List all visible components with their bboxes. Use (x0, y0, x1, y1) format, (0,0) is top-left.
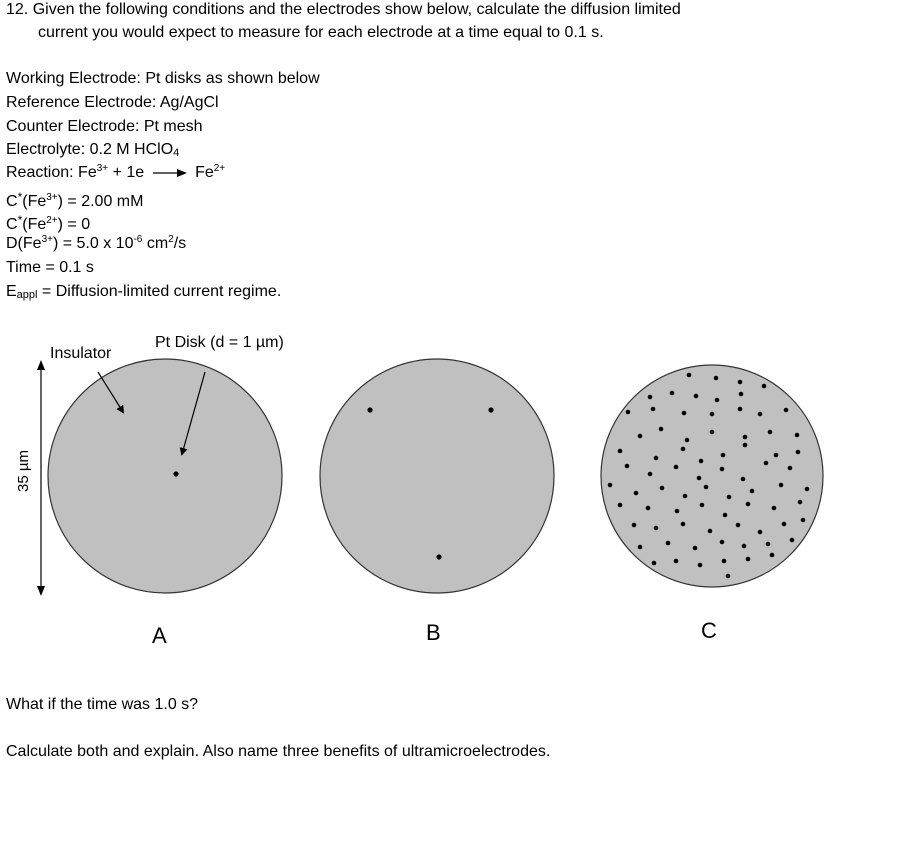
electrode-c-pt-dot (772, 506, 777, 511)
d-unit-exponent: 2 (168, 234, 174, 245)
electrode-b-pt-dot (488, 407, 493, 412)
eappl-subscript: appl (16, 289, 38, 301)
electrode-c-pt-dot (700, 503, 705, 508)
electrode-c-pt-dot (693, 546, 698, 551)
c-fe3-star: * (17, 190, 23, 204)
electrode-c-pt-dot (750, 489, 755, 494)
electrode-c-pt-dot (618, 503, 623, 508)
electrode-c-pt-dot (722, 559, 727, 564)
electrode-c-pt-dot (774, 453, 779, 458)
electrode-c-pt-dot (742, 544, 747, 549)
d-mid: ) = 5.0 x 10 (52, 235, 134, 252)
electrode-c-pt-dot (646, 506, 651, 511)
electrode-c-pt-dot (660, 486, 665, 491)
c-fe2-species: (Fe (22, 216, 47, 233)
electrode-a-disk (48, 359, 282, 593)
electrode-c-pt-dot (698, 563, 703, 568)
electrode-c-pt-dot (743, 443, 748, 448)
electrode-c-pt-dot (659, 427, 664, 432)
reaction-product: Fe (195, 164, 214, 181)
electrode-figure (0, 320, 906, 660)
electrolyte-line (6, 140, 179, 163)
electrode-c-pt-dot (654, 456, 659, 461)
electrolyte-label: Electrolyte: (6, 141, 86, 158)
electrode-c-pt-dot (685, 438, 690, 443)
scale-bar-bottom-arrow-icon (37, 586, 45, 596)
electrode-c-pt-dot (618, 449, 623, 454)
followup-time-question: What if the time was 1.0 s? (6, 696, 199, 713)
electrode-a-label: A (152, 623, 167, 648)
reaction-line (6, 163, 225, 183)
working-electrode-line (6, 69, 320, 89)
electrode-c-pt-dot (739, 392, 744, 397)
time-line: Time = 0.1 s (6, 259, 94, 276)
electrode-c-pt-dot (708, 529, 713, 534)
d-prefix: D(Fe (6, 235, 42, 252)
d-unit: cm (146, 235, 169, 252)
electrode-c-pt-dot (766, 542, 771, 547)
electrode-c-pt-dot (720, 467, 725, 472)
electrolyte-subscript: 4 (173, 147, 180, 159)
electrode-c-pt-dot (746, 557, 751, 562)
electrode-b-pt-dot (367, 407, 372, 412)
electrode-c-pt-dot (746, 502, 751, 507)
electrode-c-pt-dot (715, 398, 720, 403)
electrode-c-pt-dot (710, 430, 715, 435)
electrode-c-pt-dot (666, 541, 671, 546)
electrode-c-pt-dot (736, 523, 741, 528)
electrode-c-pt-dot (682, 411, 687, 416)
counter-electrode-value: Pt mesh (143, 118, 203, 135)
c-fe2-charge: 2+ (46, 215, 58, 226)
d-tail: /s (173, 235, 187, 252)
c-fe2-line (6, 210, 90, 235)
electrode-c-pt-dot (626, 410, 631, 415)
electrode-c-pt-dot (779, 483, 784, 488)
electrode-c-pt-dot (723, 513, 728, 518)
reaction-plus-electron: + 1e (112, 164, 145, 181)
electrode-c-pt-dot (788, 466, 793, 471)
electrode-c-pt-dot (720, 540, 725, 545)
pt-disk-label: Pt Disk (d = 1 µm) (155, 334, 284, 351)
electrode-c-pt-dot (768, 430, 773, 435)
electrolyte-value: 0.2 M HClO (89, 141, 174, 158)
electrode-c-pt-dot (796, 450, 801, 455)
electrode-c-pt-dot (721, 453, 726, 458)
electrode-c-pt-dot (632, 523, 637, 528)
working-electrode-value: Pt disks as shown below (145, 70, 320, 87)
electrode-c-pt-dot (770, 553, 775, 558)
electrode-c-pt-dot (648, 472, 653, 477)
electrode-c-pt-dot (638, 434, 643, 439)
c-fe3-charge: 3+ (46, 192, 58, 203)
electrode-c-pt-dot (651, 407, 656, 412)
electrode-c-pt-dot (704, 485, 709, 490)
electrode-c-pt-dot (697, 476, 702, 481)
c-fe3-line (6, 187, 143, 212)
electrode-c-pt-dot (710, 412, 715, 417)
electrode-c-pt-dot (801, 518, 806, 523)
electrode-c-pt-dot (674, 559, 679, 564)
electrode-c-pt-dot (795, 433, 800, 438)
electrode-c-pt-dot (625, 464, 630, 469)
electrode-c-pt-dot (782, 522, 787, 527)
counter-electrode-label: Counter Electrode: (6, 118, 140, 135)
c-fe3-prefix: C (6, 193, 18, 210)
electrode-c-pt-dot (764, 461, 769, 466)
electrode-c-pt-dot (726, 574, 731, 579)
electrode-a-pt-dot (173, 471, 178, 476)
electrode-c-pt-dot (727, 495, 732, 500)
reference-electrode-label: Reference Electrode: (6, 94, 157, 111)
electrode-c-pt-dot (743, 435, 748, 440)
counter-electrode-line (6, 117, 203, 137)
electrode-c-pt-dot (634, 491, 639, 496)
c-fe3-species: (Fe (22, 193, 47, 210)
eappl-text: = Diffusion-limited current regime. (41, 283, 282, 300)
reference-electrode-value: Ag/AgCl (159, 94, 219, 111)
electrode-c-label: C (701, 618, 717, 643)
eappl-e: E (6, 283, 17, 300)
working-electrode-label: Working Electrode: (6, 70, 141, 87)
c-fe2-star: * (17, 213, 23, 227)
c-fe2-value: ) = 0 (57, 216, 91, 233)
question-line-1: 12. Given the following conditions and the electrodes show below, calculate the diffusion limited (6, 1, 681, 18)
electrode-c-pt-dot (681, 447, 686, 452)
reaction-reactant-charge: 3+ (96, 163, 109, 174)
electrode-c-pt-dot (714, 376, 719, 381)
scale-bar-top-arrow-icon (37, 360, 45, 370)
scale-bar-label: 35 µm (15, 450, 32, 492)
eappl-line (6, 282, 281, 305)
c-fe3-value: ) = 2.00 mM (57, 193, 144, 210)
electrode-c-pt-dot (652, 561, 657, 566)
d-charge: 3+ (41, 234, 53, 245)
electrode-c-pt-dot (608, 483, 613, 488)
electrode-c-pt-dot (638, 545, 643, 550)
electrode-c-pt-dot (683, 494, 688, 499)
question-line-2: current you would expect to measure for each electrode at a time equal to 0.1 s. (38, 24, 604, 41)
electrode-c-pt-dot (681, 522, 686, 527)
reference-electrode-line (6, 93, 219, 113)
electrode-c-pt-dot (674, 465, 679, 470)
electrode-c-pt-dot (790, 538, 795, 543)
diffusion-coefficient-line (6, 234, 186, 254)
electrode-c-pt-dot (738, 380, 743, 385)
electrode-c-pt-dot (675, 509, 680, 514)
electrode-c-pt-dot (741, 477, 746, 482)
insulator-label: Insulator (50, 345, 112, 362)
electrode-c-pt-dot (670, 391, 675, 396)
electrode-c-disk (601, 365, 823, 587)
electrode-c-pt-dot (805, 487, 810, 492)
followup-calculate-instruction: Calculate both and explain. Also name three benefits of ultramicroelectrodes. (6, 743, 551, 760)
electrode-b-label: B (426, 620, 441, 645)
electrode-b-pt-dot (436, 554, 441, 559)
c-fe2-prefix: C (6, 216, 18, 233)
electrode-c-pt-dot (648, 395, 653, 400)
reaction-reactant: Fe (78, 164, 97, 181)
electrode-c-pt-dot (738, 407, 743, 412)
electrode-c-pt-dot (758, 530, 763, 535)
electrode-c-pt-dot (762, 384, 767, 389)
reaction-product-charge: 2+ (213, 163, 226, 174)
electrode-c-pt-dot (798, 500, 803, 505)
electrode-c-pt-dot (694, 394, 699, 399)
electrode-c-pt-dot (699, 459, 704, 464)
electrode-c-pt-dot (758, 412, 763, 417)
electrode-c-pt-dot (654, 526, 659, 531)
reaction-label: Reaction: (6, 164, 74, 181)
electrode-c-pt-dot (784, 408, 789, 413)
d-exponent: -6 (133, 234, 143, 245)
electrode-c-pt-dot (687, 373, 692, 378)
reaction-arrow-icon (153, 168, 187, 178)
